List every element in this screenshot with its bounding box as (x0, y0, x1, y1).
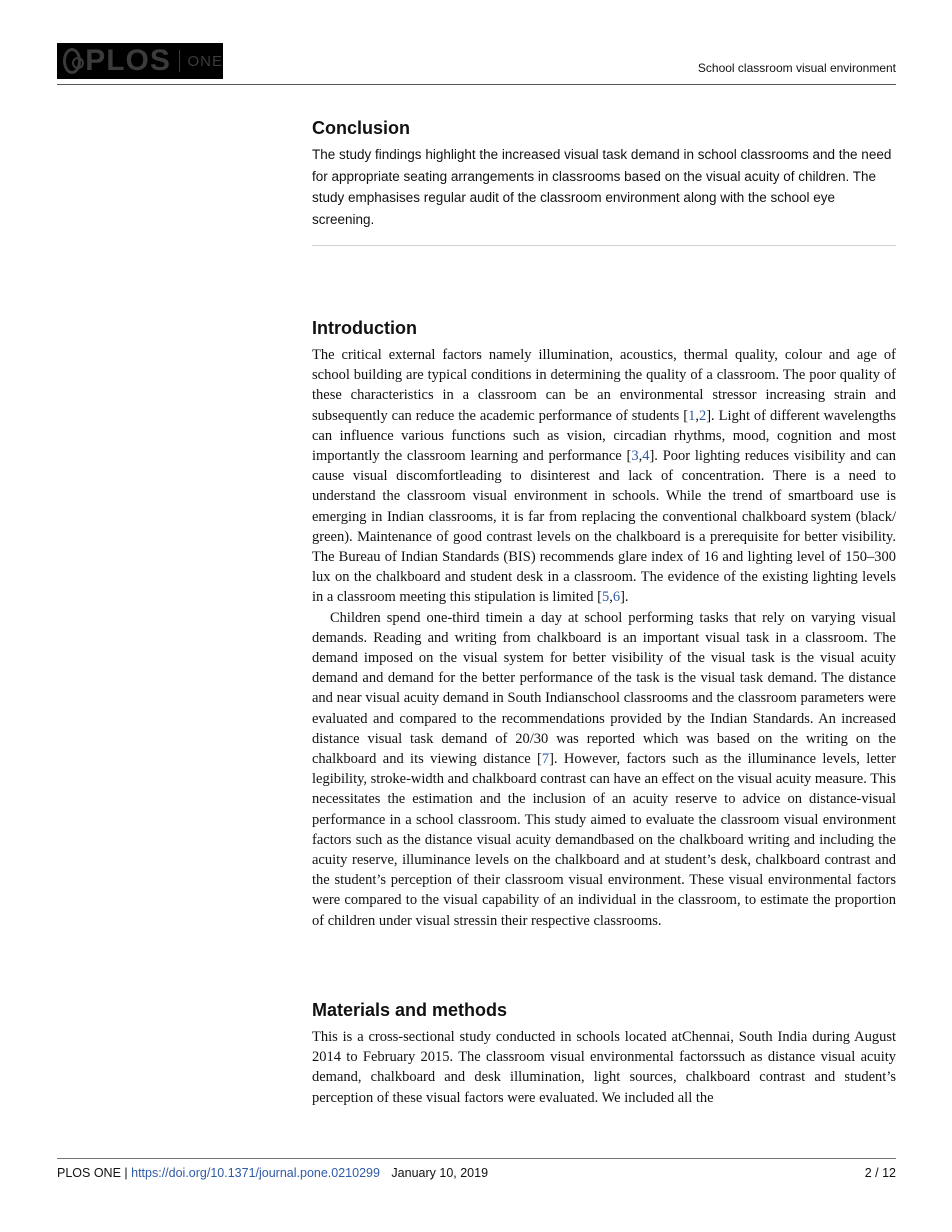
citation-link[interactable]: 3 (631, 448, 639, 465)
citation-link[interactable]: 4 (642, 448, 650, 465)
abstract-separator (312, 245, 896, 246)
methods-paragraph-1: This is a cross-sectional study conducted in schools located atChennai, South India during August 2014 to February 2015. The classroom visual environmental factorssuch as distance visual acuity demand, chalkboard and desk illumination, light sources, chalkboard contrast and student’s perception of these visual factors were evaluated. We included all the (312, 1029, 896, 1106)
page-footer (57, 1166, 896, 1180)
introduction-heading: Introduction (312, 318, 417, 338)
page-number: 2 / 12 (864, 1166, 896, 1180)
doi-link[interactable]: https://doi.org/10.1371/journal.pone.0210299 (131, 1166, 380, 1180)
conclusion-heading: Conclusion (312, 118, 410, 138)
citation-link[interactable]: 1 (688, 407, 696, 424)
journal-logo (57, 43, 223, 79)
footer-journal: PLOS ONE | (57, 1166, 128, 1180)
methods-heading: Materials and methods (312, 1000, 508, 1020)
conclusion-text: The study findings highlight the increased visual task demand in school classrooms and the need for appropriate seating arrangements in classrooms based on the visual acuity of children. The study emphasises regular audit of the classroom environment along with the school eye screening. (312, 147, 892, 227)
introduction-paragraph-1: The critical external factors namely illumination, acoustics, thermal quality, colour and age of school building are typical conditions in determining the quality of a classroom. The poor quality of these characteristics in a classroom can be an environmental stressor increasing strain and subsequently can reduce the academic performance of students [1,2]. Light of different wavelengths can influence various functions such as vision, circadian rhythms, mood, cognition and most importantly the classroom learning and performance [3,4]. Poor lighting reduces visibility and can cause visual discomfortleading to disinterest and lack of concentration. There is a need to understand the classroom visual environment in schools. While the trend of smartboard use is emerging in Indian classrooms, it is far from replacing the conventional chalkboard system (black/ green). Maintenance of good contrast levels on the chalkboard is a prerequisite for better visibility. The Bureau of Indian Standards (BIS) recommends glare index of 16 and lighting level of 150–300 lux on the chalkboard and student desk in a classroom. The evidence of the existing lighting levels in a classroom meeting this stipulation is limited [5,6]. (312, 347, 897, 606)
citation-link[interactable]: 7 (541, 751, 550, 768)
conclusion-section (312, 117, 896, 230)
logo-divider (179, 50, 180, 72)
introduction-section (312, 317, 896, 931)
methods-section (312, 999, 896, 1108)
citation-link[interactable]: 2 (698, 407, 707, 424)
introduction-paragraph-2: Children spend one-third timein a day at school performing tasks that rely on varying visual demands. Reading and writing from chalkboard is an important visual task in a classroom. The demand imposed on the visual system for better visibility of the visual task is the visual acuity demand and demand for the better performance of the task is the visual task demand. The distance and near visual acuity demand in South Indianschool classrooms and the classroom parameters were evaluated and compared to the recommendations provided by the Indian Standards. An increased distance visual task demand of 20/30 was reported which was based on the writing on the chalkboard and its viewing distance [7]. However, factors such as the illuminance levels, letter legibility, stroke-width and chalkboard contrast can have an effect on the visual acuity measure. This necessitates the estimation and the inclusion of an acuity reserve to advice on distance-visual performance in a school classroom. This study aimed to evaluate the classroom visual environment factors such as the distance visual acuity demandbased on the chalkboard writing and including the acuity reserve, illuminance levels on the chalkboard and at student’s desk, chalkboard contrast and the student’s perception of their classroom visual environment. These visual environmental factors were compared to the visual capability of an individual in the classroom, to estimate the proportion of children under visual stressin their respective classrooms. (312, 609, 896, 929)
logo-wordmark: PLOS (85, 44, 171, 77)
citation-link[interactable]: 5 (601, 589, 610, 606)
header-rule (57, 84, 896, 85)
running-title: School classroom visual environment (697, 61, 896, 75)
citation-link[interactable]: 6 (612, 589, 621, 606)
publication-date: January 10, 2019 (391, 1166, 489, 1180)
plos-logo-icon (63, 48, 81, 74)
footer-rule (57, 1158, 896, 1159)
logo-subtitle: ONE (187, 52, 223, 70)
